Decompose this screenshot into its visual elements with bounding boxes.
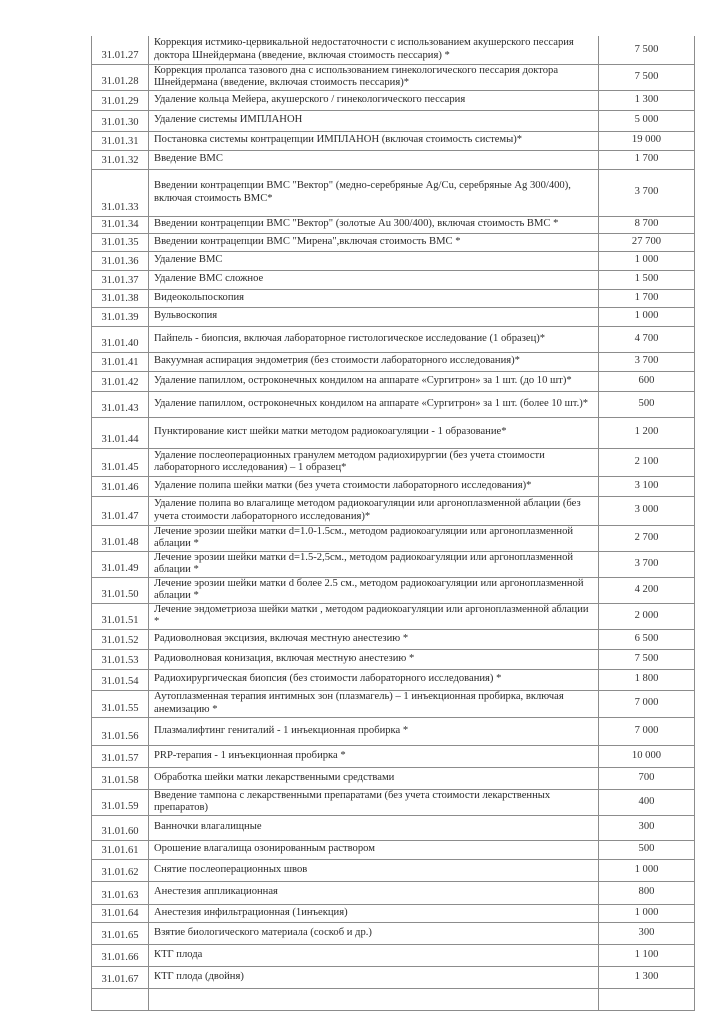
- service-price: 1 100: [599, 944, 695, 966]
- service-price: 27 700: [599, 233, 695, 251]
- service-price: 19 000: [599, 131, 695, 150]
- service-price: 7 500: [599, 649, 695, 669]
- table-row: [92, 881, 695, 904]
- service-price: 1 700: [599, 289, 695, 307]
- service-name: Вульвоскопия: [149, 307, 599, 326]
- service-price: 1 700: [599, 150, 695, 169]
- empty-table-row: [92, 988, 695, 1010]
- service-name: Радиохирургическая биопсия (без стоимости лабораторного исследования) *: [149, 669, 599, 690]
- table-row: [92, 371, 695, 391]
- table-row: [92, 859, 695, 881]
- service-price: 10 000: [599, 745, 695, 767]
- service-name: Удаление кольца Мейера, акушерского / гинекологического пессария: [149, 90, 599, 110]
- service-name: Удаление папиллом, остроконечных кондилом на аппарате «Сургитрон» за 1 шт. (более 10 шт.)*: [149, 391, 599, 417]
- service-price: 800: [599, 881, 695, 904]
- service-price: 500: [599, 840, 695, 859]
- service-code: 31.01.29: [92, 90, 149, 110]
- table-row: [92, 36, 695, 64]
- service-code: 31.01.42: [92, 371, 149, 391]
- service-price: 8 700: [599, 216, 695, 233]
- service-name: Лечение эрозии шейки матки d=1.0-1.5см., методом радиокоагуляции или аргоноплазменной аблации *: [149, 525, 599, 551]
- service-name: PRP-терапия - 1 инъекционная пробирка *: [149, 745, 599, 767]
- table-row: [92, 922, 695, 944]
- service-name: Аутоплазменная терапия интимных зон (плазмагель) – 1 инъекционная пробирка, включая анемизацию *: [149, 690, 599, 717]
- table-row: [92, 496, 695, 525]
- service-code: 31.01.61: [92, 840, 149, 859]
- table-row: [92, 815, 695, 840]
- table-row: [92, 717, 695, 745]
- table-row: [92, 944, 695, 966]
- service-price: 1 000: [599, 904, 695, 922]
- service-name: Удаление системы ИМПЛАНОН: [149, 110, 599, 131]
- service-price: 1 800: [599, 669, 695, 690]
- service-price: 3 700: [599, 551, 695, 577]
- service-name: Снятие послеоперационных швов: [149, 859, 599, 881]
- service-name: Орошение влагалища озонированным раствором: [149, 840, 599, 859]
- table-row: [92, 904, 695, 922]
- table-row: [92, 352, 695, 371]
- service-price: 3 700: [599, 352, 695, 371]
- service-name: [149, 988, 599, 1010]
- service-price: 500: [599, 391, 695, 417]
- service-name: Коррекция пролапса тазового дна с использованием гинекологического пессария доктора Шнейдермана (введение, включая стоимость пессария)*: [149, 64, 599, 90]
- table-row: [92, 270, 695, 289]
- table-row: [92, 110, 695, 131]
- service-code: 31.01.34: [92, 216, 149, 233]
- service-price: 1 000: [599, 251, 695, 270]
- service-code: 31.01.32: [92, 150, 149, 169]
- service-name: Видеокольпоскопия: [149, 289, 599, 307]
- service-name: Удаление ВМС: [149, 251, 599, 270]
- service-name: Лечение эрозии шейки матки d более 2.5 см., методом радиокоагуляции или аргоноплазменной аблации *: [149, 577, 599, 603]
- table-row: [92, 233, 695, 251]
- service-name: Плазмалифтинг гениталий - 1 инъекционная пробирка *: [149, 717, 599, 745]
- service-price: 6 500: [599, 629, 695, 649]
- service-code: 31.01.27: [92, 36, 149, 64]
- service-code: 31.01.53: [92, 649, 149, 669]
- service-name: Пайпель - биопсия, включая лабораторное гистологическое исследование (1 образец)*: [149, 326, 599, 352]
- service-code: 31.01.48: [92, 525, 149, 551]
- service-code: 31.01.66: [92, 944, 149, 966]
- table-row: [92, 476, 695, 496]
- service-price: 300: [599, 922, 695, 944]
- table-row: [92, 251, 695, 270]
- service-price: 1 000: [599, 307, 695, 326]
- price-list-table: [91, 36, 695, 1011]
- service-price: 2 700: [599, 525, 695, 551]
- table-row: [92, 216, 695, 233]
- service-price: 1 300: [599, 966, 695, 988]
- service-code: 31.01.51: [92, 603, 149, 629]
- table-row: [92, 690, 695, 717]
- table-row: [92, 525, 695, 551]
- table-row: [92, 840, 695, 859]
- service-name: Удаление ВМС сложное: [149, 270, 599, 289]
- service-code: 31.01.47: [92, 496, 149, 525]
- service-name: Обработка шейки матки лекарственными средствами: [149, 767, 599, 789]
- service-price: 3 100: [599, 476, 695, 496]
- table-row: [92, 649, 695, 669]
- service-code: 31.01.31: [92, 131, 149, 150]
- service-code: 31.01.57: [92, 745, 149, 767]
- service-code: 31.01.65: [92, 922, 149, 944]
- service-code: 31.01.28: [92, 64, 149, 90]
- service-price: 600: [599, 371, 695, 391]
- service-code: 31.01.35: [92, 233, 149, 251]
- service-name: Удаление папиллом, остроконечных кондилом на аппарате «Сургитрон» за 1 шт. (до 10 шт)*: [149, 371, 599, 391]
- service-code: 31.01.33: [92, 169, 149, 216]
- service-code: 31.01.44: [92, 417, 149, 448]
- service-price: 400: [599, 789, 695, 815]
- service-code: 31.01.52: [92, 629, 149, 649]
- service-name: Взятие биологического материала (соскоб и др.): [149, 922, 599, 944]
- table-row: [92, 289, 695, 307]
- service-code: 31.01.54: [92, 669, 149, 690]
- service-price: 3 000: [599, 496, 695, 525]
- table-row: [92, 307, 695, 326]
- service-code: 31.01.40: [92, 326, 149, 352]
- service-price: 4 700: [599, 326, 695, 352]
- service-name: Удаление послеоперационных гранулем методом радиохирургии (без учета стоимости лабораторного исследования) – 1 образец*: [149, 448, 599, 476]
- service-name: Вакуумная аспирация эндометрия (без стоимости лабораторного исследования)*: [149, 352, 599, 371]
- service-code: [92, 988, 149, 1010]
- service-name: КТГ плода (двойня): [149, 966, 599, 988]
- table-row: [92, 767, 695, 789]
- service-name: Удаление полипа шейки матки (без учета стоимости лабораторного исследования)*: [149, 476, 599, 496]
- service-name: Анестезия инфильтрационная (1инъекция): [149, 904, 599, 922]
- service-code: 31.01.55: [92, 690, 149, 717]
- service-price: 2 100: [599, 448, 695, 476]
- service-price: 7 000: [599, 717, 695, 745]
- table-row: [92, 391, 695, 417]
- service-code: 31.01.30: [92, 110, 149, 131]
- table-row: [92, 417, 695, 448]
- service-price: 1 200: [599, 417, 695, 448]
- service-price: 7 000: [599, 690, 695, 717]
- service-price: 7 500: [599, 64, 695, 90]
- service-price: 1 500: [599, 270, 695, 289]
- service-price: 2 000: [599, 603, 695, 629]
- service-price: 1 300: [599, 90, 695, 110]
- service-code: 31.01.67: [92, 966, 149, 988]
- table-row: [92, 603, 695, 629]
- service-code: 31.01.38: [92, 289, 149, 307]
- service-name: Пунктирование кист шейки матки методом радиокоагуляции - 1 образование*: [149, 417, 599, 448]
- service-price: 3 700: [599, 169, 695, 216]
- service-code: 31.01.39: [92, 307, 149, 326]
- service-code: 31.01.60: [92, 815, 149, 840]
- table-row: [92, 448, 695, 476]
- table-row: [92, 326, 695, 352]
- service-code: 31.01.49: [92, 551, 149, 577]
- service-code: 31.01.58: [92, 767, 149, 789]
- table-row: [92, 551, 695, 577]
- service-code: 31.01.45: [92, 448, 149, 476]
- service-code: 31.01.41: [92, 352, 149, 371]
- service-name: Анестезия аппликационная: [149, 881, 599, 904]
- table-row: [92, 577, 695, 603]
- service-price: 300: [599, 815, 695, 840]
- service-code: 31.01.37: [92, 270, 149, 289]
- table-row: [92, 629, 695, 649]
- service-price: 7 500: [599, 36, 695, 64]
- service-name: Лечение эндометриоза шейки матки , методом радиокоагуляции или аргоноплазменной аблации *: [149, 603, 599, 629]
- service-price: [599, 988, 695, 1010]
- table-row: [92, 789, 695, 815]
- service-code: 31.01.50: [92, 577, 149, 603]
- table-row: [92, 131, 695, 150]
- service-name: Ванночки влагалищные: [149, 815, 599, 840]
- service-name: Удаление полипа во влагалище методом радиокоагуляции или аргоноплазменной аблации (без учета стоимости лабораторного исследования)*: [149, 496, 599, 525]
- service-name: Введении контрацепции ВМС "Мирена",включая стоимость ВМС *: [149, 233, 599, 251]
- service-code: 31.01.59: [92, 789, 149, 815]
- service-name: Введении контрацепции ВМС "Вектор" (медно-серебряные Ag/Cu, серебряные Ag 300/400), включая стоимость ВМС*: [149, 169, 599, 216]
- table-row: [92, 169, 695, 216]
- service-code: 31.01.64: [92, 904, 149, 922]
- service-code: 31.01.63: [92, 881, 149, 904]
- table-row: [92, 150, 695, 169]
- service-price: 700: [599, 767, 695, 789]
- table-row: [92, 90, 695, 110]
- service-name: Радиоволновая конизация, включая местную анестезию *: [149, 649, 599, 669]
- service-name: Коррекция истмико-цервикальной недостаточности с использованием акушерского пессария доктора Шнейдермана (введение, включая стоимость пессария) *: [149, 36, 599, 64]
- service-price: 5 000: [599, 110, 695, 131]
- service-price: 4 200: [599, 577, 695, 603]
- service-name: Введении контрацепции ВМС "Вектор" (золотые Au 300/400), включая стоимость ВМС *: [149, 216, 599, 233]
- service-name: Постановка системы контрацепции ИМПЛАНОН (включая стоимость системы)*: [149, 131, 599, 150]
- service-name: Введение тампона с лекарственными препаратами (без учета стоимости лекарственных препаратов): [149, 789, 599, 815]
- service-name: Введение ВМС: [149, 150, 599, 169]
- table-row: [92, 745, 695, 767]
- table-row: [92, 966, 695, 988]
- table-row: [92, 64, 695, 90]
- price-list-body: [92, 36, 695, 1010]
- service-code: 31.01.43: [92, 391, 149, 417]
- service-name: Радиоволновая эксцизия, включая местную анестезию *: [149, 629, 599, 649]
- table-row: [92, 669, 695, 690]
- service-name: КТГ плода: [149, 944, 599, 966]
- service-code: 31.01.46: [92, 476, 149, 496]
- service-code: 31.01.62: [92, 859, 149, 881]
- service-price: 1 000: [599, 859, 695, 881]
- service-code: 31.01.36: [92, 251, 149, 270]
- service-name: Лечение эрозии шейки матки d=1.5-2,5см., методом радиокоагуляции или аргоноплазменной аблации *: [149, 551, 599, 577]
- service-code: 31.01.56: [92, 717, 149, 745]
